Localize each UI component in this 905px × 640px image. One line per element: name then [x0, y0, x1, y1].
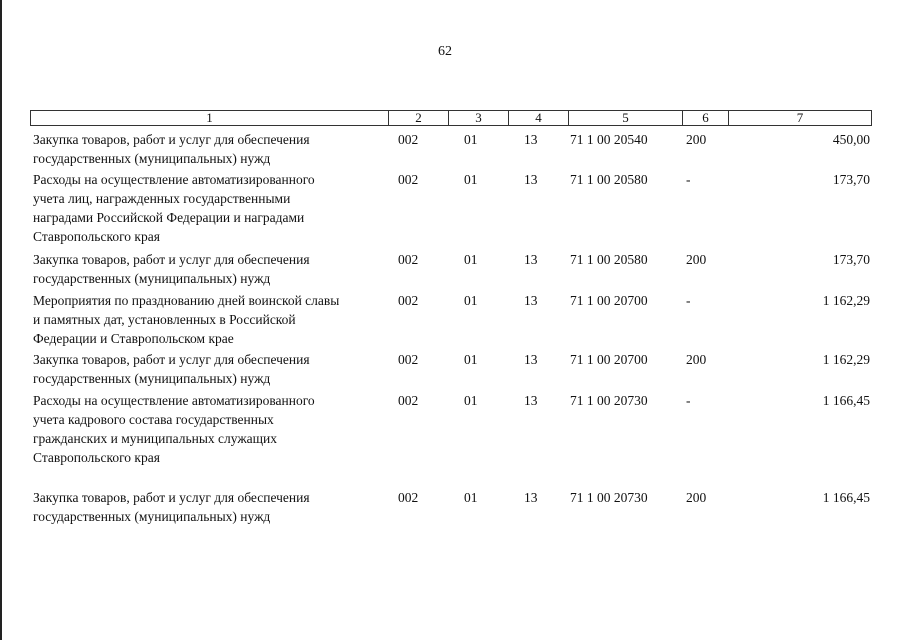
header-cell-5: 5 — [568, 111, 682, 125]
cell-subsection: 13 — [524, 393, 538, 408]
cell-amount: 1 166,45 — [822, 490, 870, 505]
cell-amount: 173,70 — [832, 252, 870, 267]
cell-target-article: 71 1 00 20730 — [570, 490, 648, 505]
cell-subsection: 13 — [524, 132, 538, 147]
cell-target-article: 71 1 00 20580 — [570, 252, 648, 267]
cell-amount: 1 162,29 — [822, 293, 870, 308]
cell-amount: 173,70 — [832, 172, 870, 187]
cell-ministry-code: 002 — [398, 172, 419, 187]
description-line: государственных (муниципальных) нужд — [33, 271, 271, 286]
page-number: 62 — [438, 44, 452, 59]
row-description — [33, 170, 385, 246]
budget-table — [30, 110, 872, 524]
cell-amount: 1 162,29 — [822, 352, 870, 367]
cell-target-article: 71 1 00 20540 — [570, 132, 648, 147]
description-line: гражданских и муниципальных служащих — [33, 431, 278, 446]
row-description — [33, 391, 385, 467]
header-cell-4: 4 — [508, 111, 568, 125]
cell-subsection: 13 — [524, 172, 538, 187]
cell-amount: 450,00 — [832, 132, 870, 147]
description-line: учета кадрового состава государственных — [33, 412, 274, 427]
cell-ministry-code: 002 — [398, 352, 419, 367]
cell-expense-type: 200 — [686, 252, 707, 267]
cell-subsection: 13 — [524, 293, 538, 308]
description-line: учета лиц, награжденных государственными — [33, 191, 291, 206]
cell-section: 01 — [464, 393, 478, 408]
cell-section: 01 — [464, 490, 478, 505]
cell-subsection: 13 — [524, 252, 538, 267]
description-line: государственных (муниципальных) нужд — [33, 509, 271, 524]
cell-target-article: 71 1 00 20730 — [570, 393, 648, 408]
cell-section: 01 — [464, 172, 478, 187]
header-cell-2: 2 — [388, 111, 448, 125]
cell-target-article: 71 1 00 20580 — [570, 172, 648, 187]
cell-section: 01 — [464, 252, 478, 267]
description-line: Федерации и Ставропольском крае — [33, 331, 234, 346]
description-line: государственных (муниципальных) нужд — [33, 371, 271, 386]
description-line: Расходы на осуществление автоматизированного — [33, 172, 315, 187]
cell-expense-type: 200 — [686, 490, 707, 505]
description-line: Закупка товаров, работ и услуг для обеспечения — [33, 352, 310, 367]
cell-expense-type: - — [686, 172, 691, 187]
header-cell-6: 6 — [682, 111, 728, 125]
cell-ministry-code: 002 — [398, 393, 419, 408]
description-line: Закупка товаров, работ и услуг для обеспечения — [33, 132, 310, 147]
description-line: Закупка товаров, работ и услуг для обеспечения — [33, 252, 310, 267]
row-description — [33, 291, 385, 348]
cell-ministry-code: 002 — [398, 293, 419, 308]
description-line: Расходы на осуществление автоматизированного — [33, 393, 315, 408]
cell-expense-type: 200 — [686, 352, 707, 367]
cell-amount: 1 166,45 — [822, 393, 870, 408]
description-line: Мероприятия по празднованию дней воинской славы — [33, 293, 340, 308]
cell-ministry-code: 002 — [398, 132, 419, 147]
description-line: Ставропольского края — [33, 229, 160, 244]
row-description — [33, 350, 385, 388]
row-description — [33, 488, 385, 526]
cell-section: 01 — [464, 132, 478, 147]
description-line: Закупка товаров, работ и услуг для обеспечения — [33, 490, 310, 505]
row-description — [33, 130, 385, 168]
table-header-row — [30, 110, 872, 126]
scan-edge-line — [0, 0, 2, 640]
description-line: наградами Российской Федерации и наградами — [33, 210, 305, 225]
cell-ministry-code: 002 — [398, 490, 419, 505]
cell-subsection: 13 — [524, 490, 538, 505]
cell-subsection: 13 — [524, 352, 538, 367]
cell-expense-type: - — [686, 393, 691, 408]
cell-expense-type: - — [686, 293, 691, 308]
cell-section: 01 — [464, 352, 478, 367]
cell-section: 01 — [464, 293, 478, 308]
description-line: государственных (муниципальных) нужд — [33, 151, 271, 166]
header-cell-1: 1 — [206, 110, 213, 125]
description-line: Ставропольского края — [33, 450, 160, 465]
cell-expense-type: 200 — [686, 132, 707, 147]
cell-target-article: 71 1 00 20700 — [570, 293, 648, 308]
cell-target-article: 71 1 00 20700 — [570, 352, 648, 367]
row-description — [33, 250, 385, 288]
header-cell-7: 7 — [728, 111, 871, 125]
cell-ministry-code: 002 — [398, 252, 419, 267]
header-cell-3: 3 — [448, 111, 508, 125]
description-line: и памятных дат, установленных в Российской — [33, 312, 296, 327]
